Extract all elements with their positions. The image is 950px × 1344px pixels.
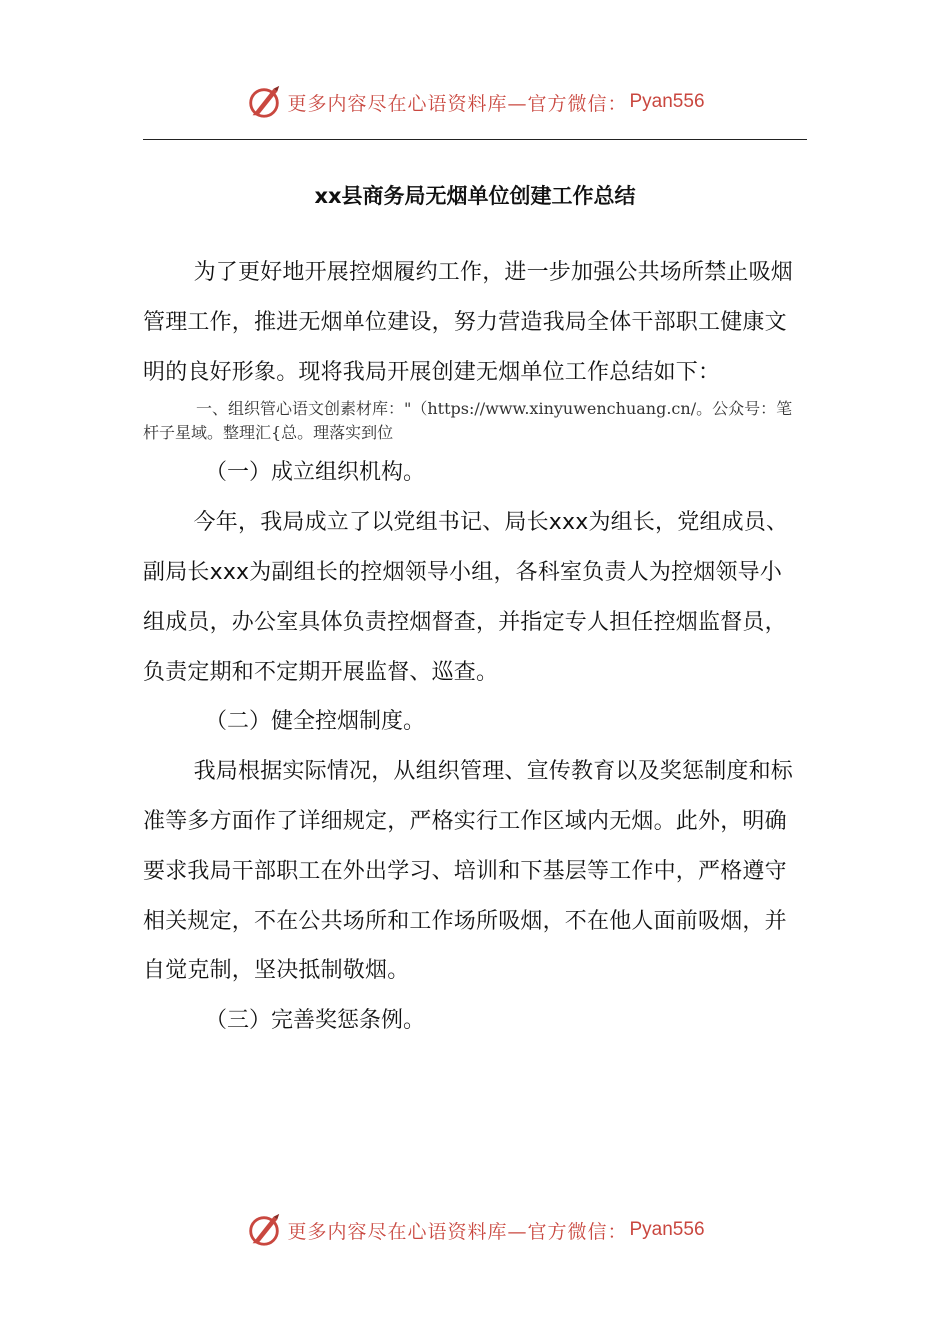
watermark-text: 更多内容尽在心语资料库—官方微信： bbox=[287, 1220, 628, 1243]
source-note: 一、组织管心语文创素材库："（https://www.xinyuwenchuang.cn/。公众号：笔杆子星域。整理汇{总。理落实到位 bbox=[143, 399, 793, 443]
footer-watermark bbox=[0, 1210, 950, 1250]
section-heading-3: （三）完善奖惩条例。 bbox=[205, 1008, 426, 1034]
quill-logo-icon bbox=[245, 83, 283, 121]
watermark-text: 更多内容尽在心语资料库—官方微信： bbox=[287, 92, 628, 115]
section-heading-2: （二）健全控烟制度。 bbox=[205, 709, 426, 735]
document-title: xx县商务局无烟单位创建工作总结 bbox=[314, 184, 636, 208]
intro-paragraph: 为了更好地开展控烟履约工作，进一步加强公共场所禁止吸烟管理工作，推进无烟单位建设，努力营造我局全体干部职工健康文明的良好形象。现将我局开展创建无烟单位工作总结如下： bbox=[143, 260, 793, 385]
paragraph-2: 我局根据实际情况，从组织管理、宣传教育以及奖惩制度和标准等多方面作了详细规定，严格实行工作区域内无烟。此外，明确要求我局干部职工在外出学习、培训和下基层等工作中，严格遵守相关规定，不在公共场所和工作场所吸烟，不在他人面前吸烟，并自觉克制，坚决抵制敬烟。 bbox=[143, 759, 793, 984]
wechat-id: Pyan556 bbox=[629, 91, 705, 112]
section-heading-1: （一）成立组织机构。 bbox=[205, 460, 426, 486]
header-watermark bbox=[0, 82, 950, 122]
header-divider bbox=[143, 139, 807, 140]
quill-logo-icon bbox=[245, 1211, 283, 1249]
document-body bbox=[143, 248, 803, 1046]
paragraph-1: 今年，我局成立了以党组书记、局长xxx为组长，党组成员、副局长xxx为副组长的控烟领导小组，各科室负责人为控烟领导小组成员，办公室具体负责控烟督查，并指定专人担任控烟监督员，负责定期和不定期开展监督、巡查。 bbox=[143, 510, 789, 685]
wechat-id: Pyan556 bbox=[629, 1219, 705, 1240]
